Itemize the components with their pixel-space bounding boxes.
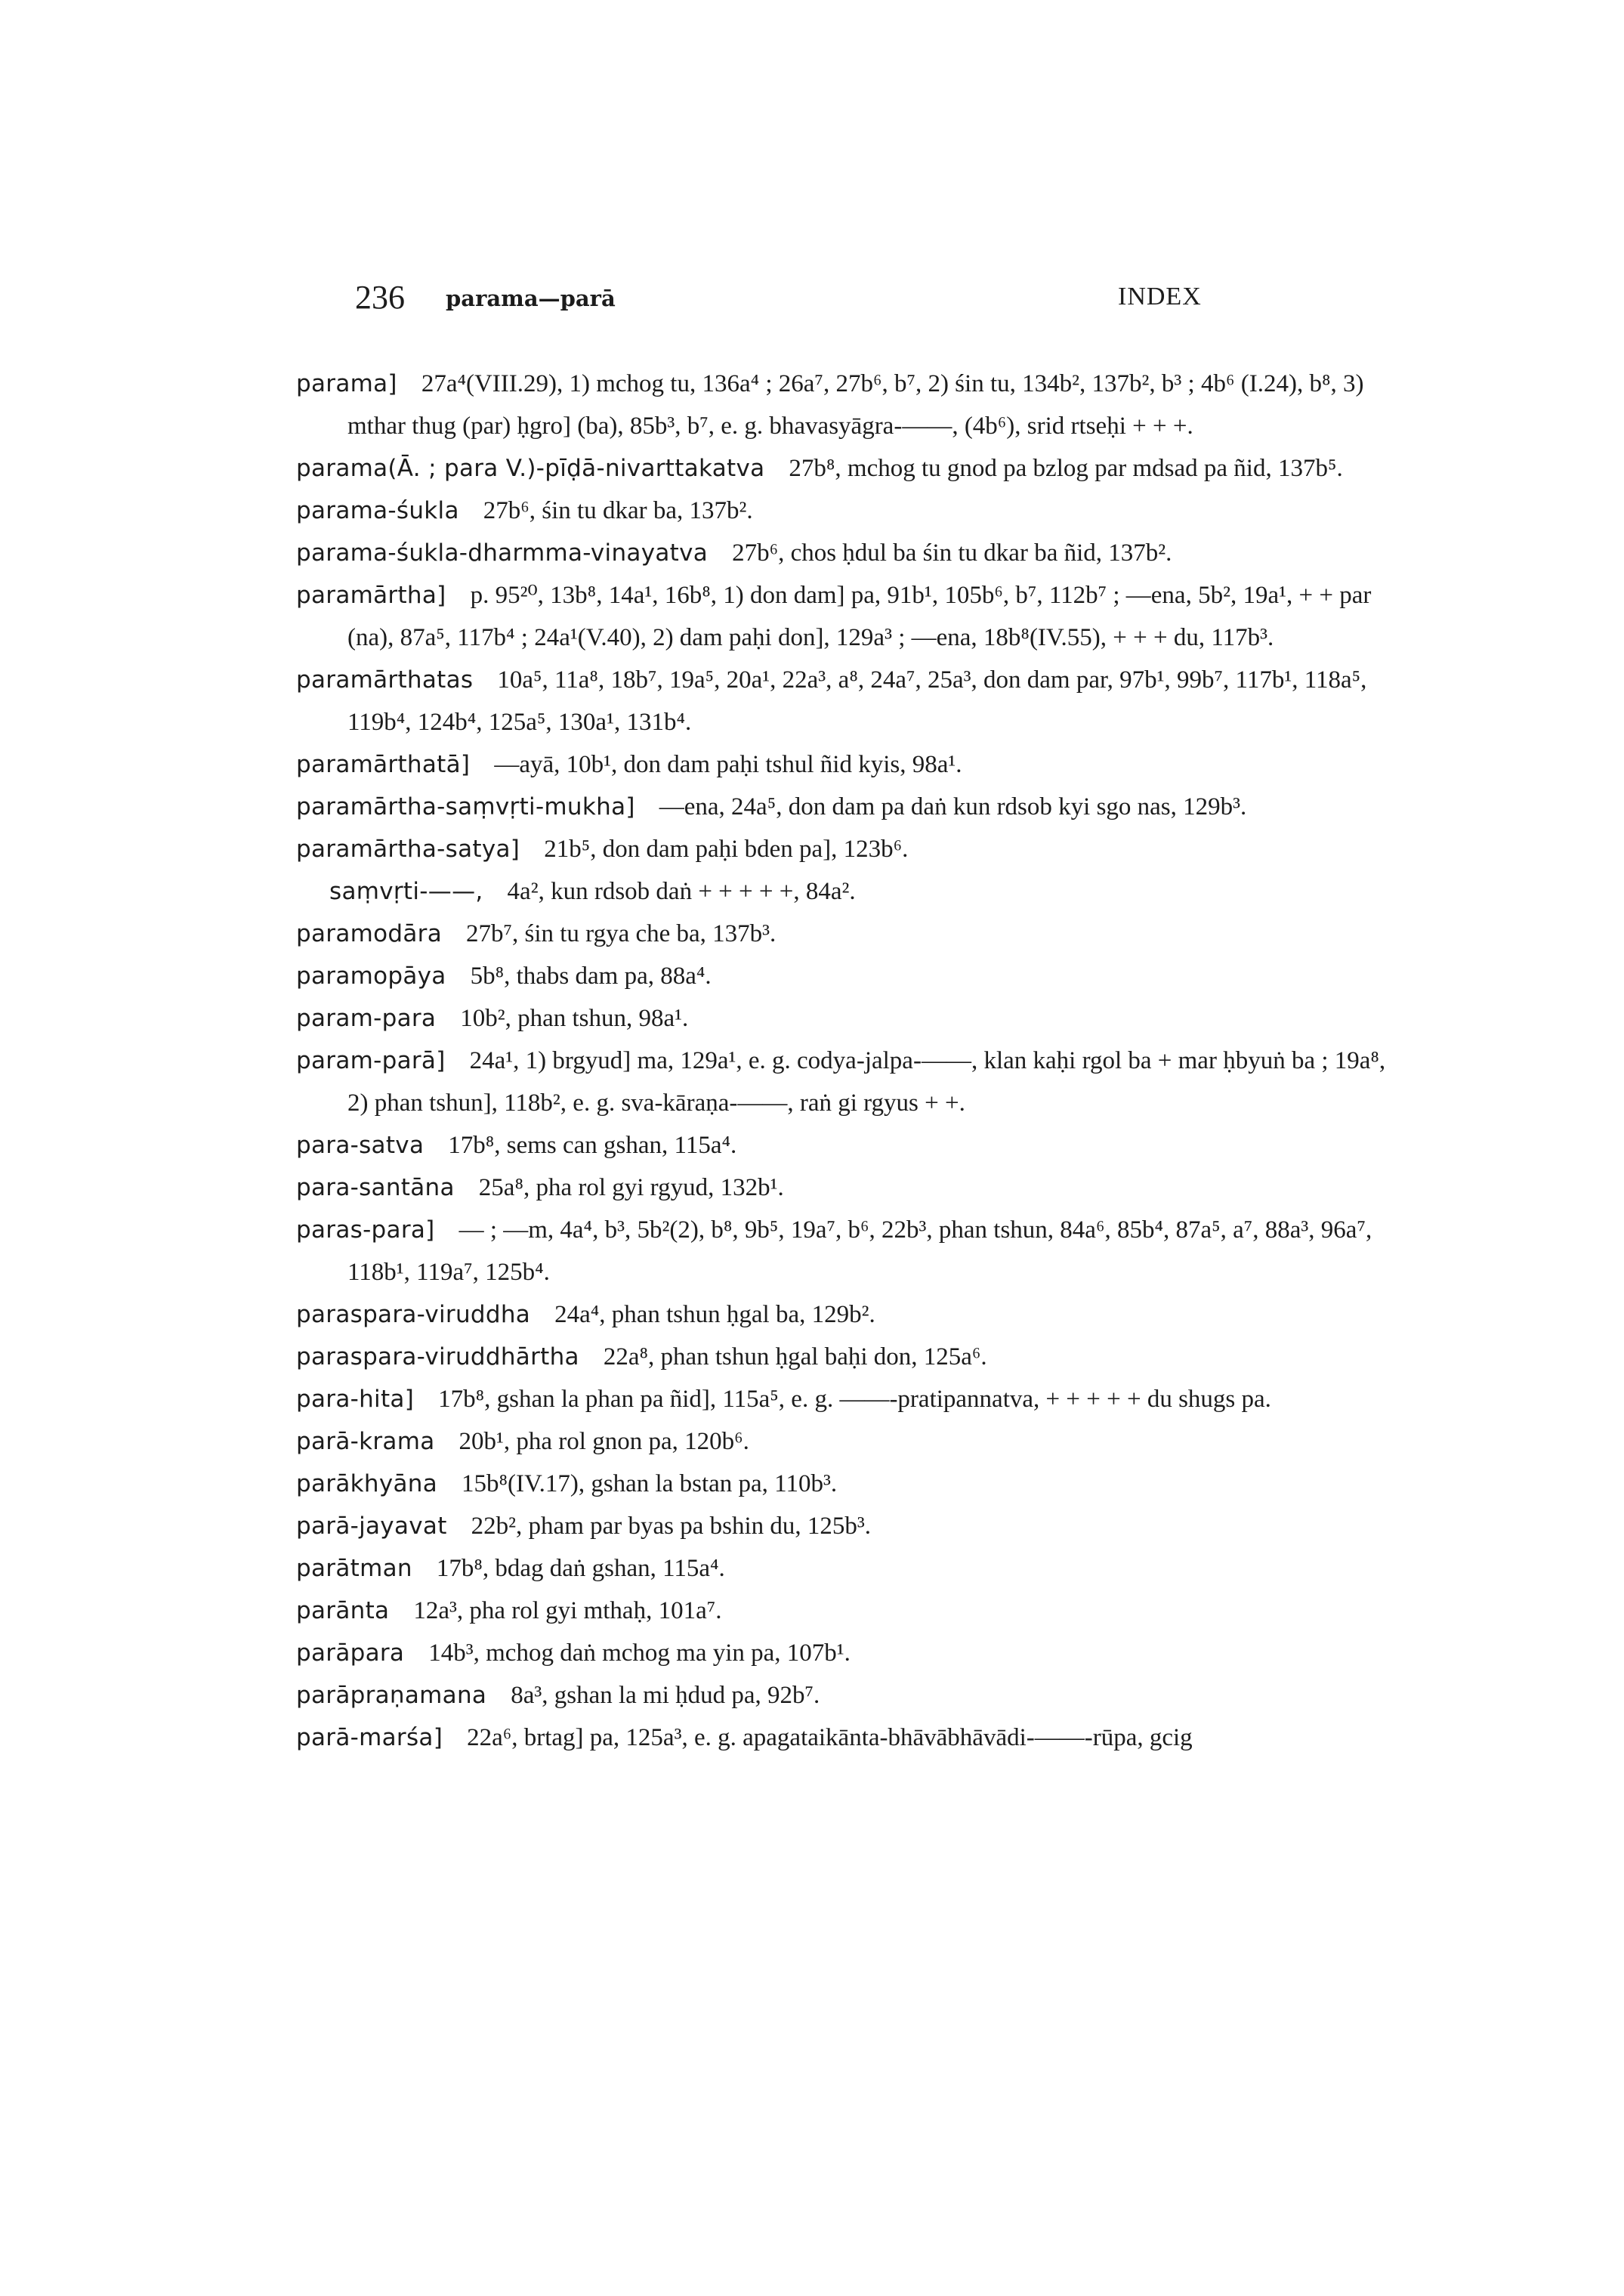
index-entries	[296, 363, 1391, 1759]
entry-text: 17b⁸, sems can gshan, 115a⁴.	[448, 1132, 737, 1159]
entry-text: 22b², pham par byas pa bshin du, 125b³.	[471, 1513, 872, 1540]
entry-headword: paraspara-viruddhārtha	[296, 1343, 579, 1370]
index-entry	[296, 1674, 1391, 1717]
entry-text: 12a³, pha rol gyi mthaḥ, 101a⁷.	[413, 1597, 722, 1624]
index-entry	[296, 574, 1391, 659]
page-number: 236	[355, 279, 405, 316]
entry-headword: parama-śukla-dharmma-vinayatva	[296, 539, 709, 567]
entry-headword: paraspara-viruddha	[296, 1301, 531, 1328]
entry-text: 5b⁸, thabs dam pa, 88a⁴.	[470, 963, 712, 990]
entry-text: 22a⁶, brtag] pa, 125a³, e. g. apagataikānta-bhāvābhāvādi-——-rūpa, gcig	[467, 1724, 1193, 1751]
index-entry	[296, 1505, 1391, 1547]
entry-text: 24a⁴, phan tshun ḥgal ba, 129b².	[554, 1301, 875, 1328]
entry-headword: paras-para]	[296, 1216, 435, 1244]
index-entry	[296, 1124, 1391, 1167]
index-entry	[296, 955, 1391, 997]
entry-headword: parātman	[296, 1555, 412, 1582]
entry-headword: parama]	[296, 370, 397, 397]
index-entry	[296, 786, 1391, 828]
entry-text: 10a⁵, 11a⁸, 18b⁷, 19a⁵, 20a¹, 22a³, a⁸, 24a⁷, 25a³, don dam par, 97b¹, 99b⁷, 117b¹, 118a⁵, 119b⁴, 124b⁴, 125a⁵, 130a¹, 131b⁴.	[347, 666, 1367, 736]
entry-text: 17b⁸, bdag daṅ gshan, 115a⁴.	[436, 1555, 725, 1582]
index-entry	[296, 659, 1391, 743]
index-entry	[296, 743, 1391, 786]
entry-headword: paramopāya	[296, 963, 446, 990]
entry-headword: parāpraṇamana	[296, 1682, 487, 1709]
entry-text: 27b⁶, śin tu dkar ba, 137b².	[483, 497, 753, 524]
entry-text: 20b¹, pha rol gnon pa, 120b⁶.	[458, 1428, 749, 1455]
entry-headword: parā-marśa]	[296, 1724, 443, 1751]
entry-text: 10b², phan tshun, 98a¹.	[460, 1005, 689, 1032]
entry-headword: para-satva	[296, 1132, 425, 1159]
index-entry	[296, 447, 1391, 490]
entry-text: 21b⁵, don dam paḥi bden pa], 123b⁶.	[544, 836, 909, 863]
entry-headword: para-santāna	[296, 1174, 455, 1201]
section-title: INDEX	[1118, 283, 1202, 311]
index-entry	[296, 1717, 1391, 1759]
index-entry	[296, 1463, 1391, 1505]
entry-headword: paramārtha]	[296, 582, 446, 609]
entry-text: —ayā, 10b¹, don dam paḥi tshul ñid kyis, 98a¹.	[494, 751, 962, 778]
entry-text: 8a³, gshan la mi ḥdud pa, 92b⁷.	[511, 1682, 820, 1709]
entry-headword: paramārtha-saṃvṛti-mukha]	[296, 793, 635, 820]
entry-text: 22a⁸, phan tshun ḥgal baḥi don, 125a⁶.	[603, 1343, 987, 1370]
entry-headword: paramodāra	[296, 920, 442, 947]
index-entry	[296, 363, 1391, 447]
index-entry	[296, 1590, 1391, 1632]
entry-text: 27a⁴(VIII.29), 1) mchog tu, 136a⁴ ; 26a⁷, 27b⁶, b⁷, 2) śin tu, 134b², 137b², b³ ; 4b⁶ (I.24), b⁸, 3) mthar thug (par) ḥgro] (ba), 85b³, b⁷, e. g. bhavasyāgra-——, (4b⁶), srid rtseḥi + + +.	[347, 370, 1364, 440]
entry-headword: paramārtha-satya]	[296, 836, 520, 863]
entry-text: 24a¹, 1) brgyud] ma, 129a¹, e. g. codya-jalpa-——, klan kaḥi rgol ba + mar ḥbyuṅ ba ; 19a⁸, 2) phan tshun], 118b², e. g. sva-kāraṇa-——, raṅ gi rgyus + +.	[347, 1047, 1386, 1117]
running-head: parama—parā	[446, 286, 616, 311]
index-entry	[296, 490, 1391, 532]
index-entry	[296, 1378, 1391, 1420]
entry-headword: saṃvṛti-——,	[329, 878, 483, 905]
entry-headword: parama(Ā. ; para V.)-pīḍā-nivarttakatva	[296, 455, 765, 482]
entry-text: 15b⁸(IV.17), gshan la bstan pa, 110b³.	[462, 1470, 838, 1497]
index-entry	[296, 532, 1391, 574]
index-entry	[296, 913, 1391, 955]
entry-headword: param-para	[296, 1005, 437, 1032]
entry-headword: parama-śukla	[296, 497, 459, 524]
entry-headword: parā-krama	[296, 1428, 435, 1455]
entry-text: 4a², kun rdsob daṅ + + + + +, 84a².	[507, 878, 856, 905]
entry-headword: parā-jayavat	[296, 1513, 447, 1540]
entry-text: — ; —m, 4a⁴, b³, 5b²(2), b⁸, 9b⁵, 19a⁷, b⁶, 22b³, phan tshun, 84a⁶, 85b⁴, 87a⁵, a⁷, 88a³, 96a⁷, 118b¹, 119a⁷, 125b⁴.	[347, 1216, 1372, 1286]
index-entry	[296, 828, 1391, 870]
index-entry	[296, 1547, 1391, 1590]
entry-text: —ena, 24a⁵, don dam pa daṅ kun rdsob kyi sgo nas, 129b³.	[659, 793, 1247, 820]
page-header	[355, 278, 1564, 323]
entry-headword: parāpara	[296, 1639, 405, 1667]
entry-text: 27b⁷, śin tu rgya che ba, 137b³.	[466, 920, 776, 947]
entry-headword: paramārthatā]	[296, 751, 471, 778]
entry-headword: parākhyāna	[296, 1470, 438, 1497]
entry-text: 25a⁸, pha rol gyi rgyud, 132b¹.	[478, 1174, 784, 1201]
entry-text: 27b⁶, chos ḥdul ba śin tu dkar ba ñid, 137b².	[732, 539, 1172, 567]
entry-text: 27b⁸, mchog tu gnod pa bzlog par mdsad pa ñid, 137b⁵.	[789, 455, 1343, 482]
entry-text: p. 95²⁰, 13b⁸, 14a¹, 16b⁸, 1) don dam] pa, 91b¹, 105b⁶, b⁷, 112b⁷ ; —ena, 5b², 19a¹, + + par (na), 87a⁵, 117b⁴ ; 24a¹(V.40), 2) dam paḥi don], 129a³ ; —ena, 18b⁸(IV.55), + + + du, 117b³.	[347, 582, 1372, 651]
index-entry	[296, 1336, 1391, 1378]
index-entry	[296, 1632, 1391, 1674]
index-entry	[296, 1167, 1391, 1209]
index-entry	[296, 1209, 1391, 1293]
index-entry	[296, 1420, 1391, 1463]
entry-headword: paramārthatas	[296, 666, 474, 694]
entry-text: 14b³, mchog daṅ mchog ma yin pa, 107b¹.	[428, 1639, 851, 1667]
entry-headword: parānta	[296, 1597, 390, 1624]
entry-headword: param-parā]	[296, 1047, 446, 1074]
entry-headword: para-hita]	[296, 1386, 415, 1413]
index-entry	[296, 1040, 1391, 1124]
index-entry	[296, 1293, 1391, 1336]
index-entry	[296, 870, 1391, 913]
index-entry	[296, 997, 1391, 1040]
entry-text: 17b⁸, gshan la phan pa ñid], 115a⁵, e. g. ——-pratipannatva, + + + + + du shugs pa.	[438, 1386, 1271, 1413]
